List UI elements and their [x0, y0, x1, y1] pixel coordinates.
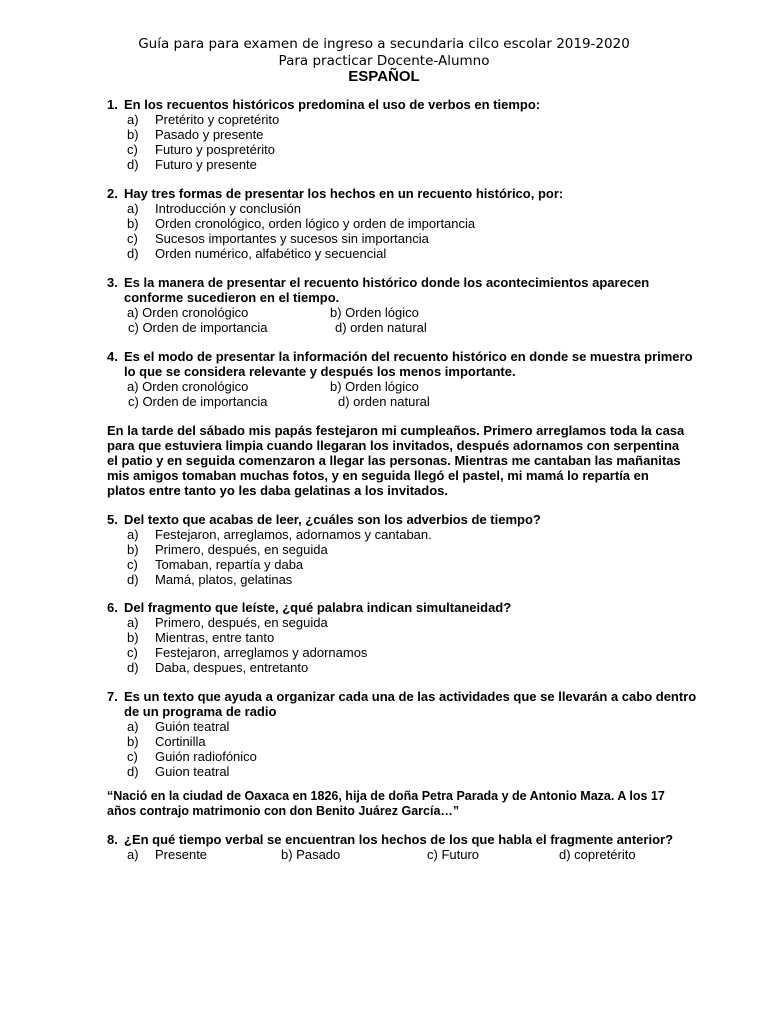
option-d [107, 246, 697, 261]
question-stem [107, 832, 697, 847]
option-c [107, 142, 697, 157]
option-text: Mientras, entre tanto [155, 630, 275, 645]
question-stem [107, 600, 697, 615]
option-b [107, 734, 697, 749]
question-6 [107, 600, 697, 675]
option-d: d) orden natural [335, 320, 427, 335]
option-a: a) Orden cronológico [127, 305, 249, 320]
option-c: c) Orden de importancia [128, 320, 268, 335]
question-7 [107, 689, 697, 779]
option-c [107, 231, 697, 246]
reading-passage: En la tarde del sábado mis papás festejaron mi cumpleaños. Primero arreglamos toda la casa para que estuviera limpia cuando llegaran los invitados, después adornamos con serpentina el patio y en seguida comenzaron a llegar las personas. Mientras me cantaban las mañanitas mis amigos tomaban muchas fotos, y en seguida llegó el pastel, mi mamá lo repartía en platos entre tanto yo les daba gelatinas a los invitados. [107, 423, 685, 498]
question-stem [107, 512, 697, 527]
option-letter: a) [127, 847, 139, 862]
option-letter: d) [127, 764, 139, 779]
option-text: Sucesos importantes y sucesos sin importancia [155, 231, 429, 246]
option-b: b) Orden lógico [330, 379, 419, 394]
options-list [107, 201, 697, 261]
question-stem [107, 689, 697, 719]
option-letter: b) [127, 127, 139, 142]
option-b [107, 630, 697, 645]
question-text: Del texto que acabas de leer, ¿cuáles son los adverbios de tiempo? [124, 512, 541, 527]
question-text: Es la manera de presentar el recuento histórico donde los acontecimientos aparecen conforme sucedieron en el tiempo. [124, 275, 650, 305]
question-number: 6. [107, 600, 118, 615]
option-d [107, 572, 697, 587]
options-row [107, 847, 697, 862]
guide-subtitle: Para practicar Docente-Alumno [278, 53, 490, 69]
option-text: Daba, despues, entretanto [155, 660, 309, 675]
option-text: Futuro y pospretérito [155, 142, 275, 157]
options-list [107, 615, 697, 675]
option-text: Cortinilla [155, 734, 206, 749]
question-text: ¿En qué tiempo verbal se encuentran los hechos de los que habla el fragmente anterior? [124, 832, 674, 847]
question-2 [107, 186, 697, 261]
option-d: d) copretérito [559, 847, 636, 862]
question-number: 8. [107, 832, 118, 847]
options-row [107, 320, 697, 335]
question-number: 2. [107, 186, 118, 201]
options-list [107, 112, 697, 172]
subject-title: ESPAÑOL [348, 68, 420, 85]
option-letter: b) [127, 542, 139, 557]
option-d [107, 157, 697, 172]
question-number: 7. [107, 689, 118, 704]
option-letter: c) [127, 231, 138, 246]
option-text: Tomaban, repartía y daba [155, 557, 304, 572]
option-c: c) Futuro [427, 847, 480, 862]
option-letter: d) [127, 246, 139, 261]
question-number: 5. [107, 512, 118, 527]
question-number: 1. [107, 97, 118, 112]
option-letter: d) [127, 572, 139, 587]
option-text: Festejaron, arreglamos, adornamos y cantaban. [155, 527, 432, 542]
option-text: Orden cronológico, orden lógico y orden de importancia [155, 216, 476, 231]
option-letter: c) [127, 645, 138, 660]
option-letter: a) [127, 615, 139, 630]
option-b: b) Orden lógico [330, 305, 419, 320]
option-a [107, 201, 697, 216]
option-d [107, 764, 697, 779]
option-letter: b) [127, 216, 139, 231]
question-stem [107, 349, 697, 379]
options-row [107, 305, 697, 320]
option-text: Futuro y presente [155, 157, 257, 172]
option-b: b) Pasado [281, 847, 341, 862]
option-text: Festejaron, arreglamos y adornamos [155, 645, 368, 660]
option-letter: c) [127, 749, 138, 764]
option-letter: b) [127, 734, 139, 749]
options-row [107, 379, 697, 394]
guide-title: Guía para para examen de ingreso a secundaria cilco escolar 2019-2020 [138, 36, 630, 52]
option-b [107, 127, 697, 142]
option-a: Presente [155, 847, 208, 862]
option-d [107, 660, 697, 675]
option-letter: b) [127, 630, 139, 645]
option-a [107, 112, 697, 127]
option-text: Pretérito y copretérito [155, 112, 280, 127]
option-letter: a) [127, 201, 139, 216]
option-letter: a) [127, 719, 139, 734]
option-c: c) Orden de importancia [128, 394, 268, 409]
option-c [107, 645, 697, 660]
option-text: Guión teatral [155, 719, 230, 734]
option-text: Primero, después, en seguida [155, 615, 328, 630]
options-list [107, 719, 697, 779]
question-3 [107, 275, 697, 335]
option-d: d) orden natural [338, 394, 430, 409]
options-row [107, 394, 697, 409]
option-text: Guión radiofónico [155, 749, 257, 764]
question-stem [107, 186, 697, 201]
option-letter: a) [127, 527, 139, 542]
question-stem [107, 275, 697, 305]
question-8 [107, 832, 697, 862]
option-letter: d) [127, 157, 139, 172]
option-a [107, 719, 697, 734]
option-text: Pasado y presente [155, 127, 264, 142]
option-b [107, 542, 697, 557]
option-text: Orden numérico, alfabético y secuencial [155, 246, 387, 261]
question-text: Es el modo de presentar la información del recuento histórico en donde se muestra primero lo que se considera relevante y después los menos importante. [124, 349, 693, 379]
question-number: 3. [107, 275, 118, 290]
option-text: Primero, después, en seguida [155, 542, 328, 557]
question-1 [107, 97, 697, 172]
option-text: Introducción y conclusión [155, 201, 301, 216]
option-a [107, 615, 697, 630]
question-text: Del fragmento que leíste, ¿qué palabra indican simultaneidad? [124, 600, 512, 615]
options-list [107, 527, 697, 587]
question-4 [107, 349, 697, 409]
option-text: Mamá, platos, gelatinas [155, 572, 293, 587]
option-b [107, 216, 697, 231]
question-text: En los recuentos históricos predomina el uso de verbos en tiempo: [124, 97, 541, 112]
option-c [107, 557, 697, 572]
option-a [107, 527, 697, 542]
quoted-fragment: “Nació en la ciudad de Oaxaca en 1826, hija de doña Petra Parada y de Antonio Maza. A los 17 años contrajo matrimonio con don Benito Juárez García…” [107, 789, 665, 818]
option-letter: a) [127, 112, 139, 127]
option-a: a) Orden cronológico [127, 379, 249, 394]
question-number: 4. [107, 349, 118, 364]
question-text: Hay tres formas de presentar los hechos en un recuento histórico, por: [124, 186, 564, 201]
question-text: Es un texto que ayuda a organizar cada una de las actividades que se llevarán a cabo dentro de un programa de radio [124, 689, 697, 719]
question-stem [107, 97, 697, 112]
option-letter: d) [127, 660, 139, 675]
option-letter: c) [127, 142, 138, 157]
option-letter: c) [127, 557, 138, 572]
option-text: Guion teatral [155, 764, 230, 779]
option-c [107, 749, 697, 764]
question-5 [107, 512, 697, 587]
